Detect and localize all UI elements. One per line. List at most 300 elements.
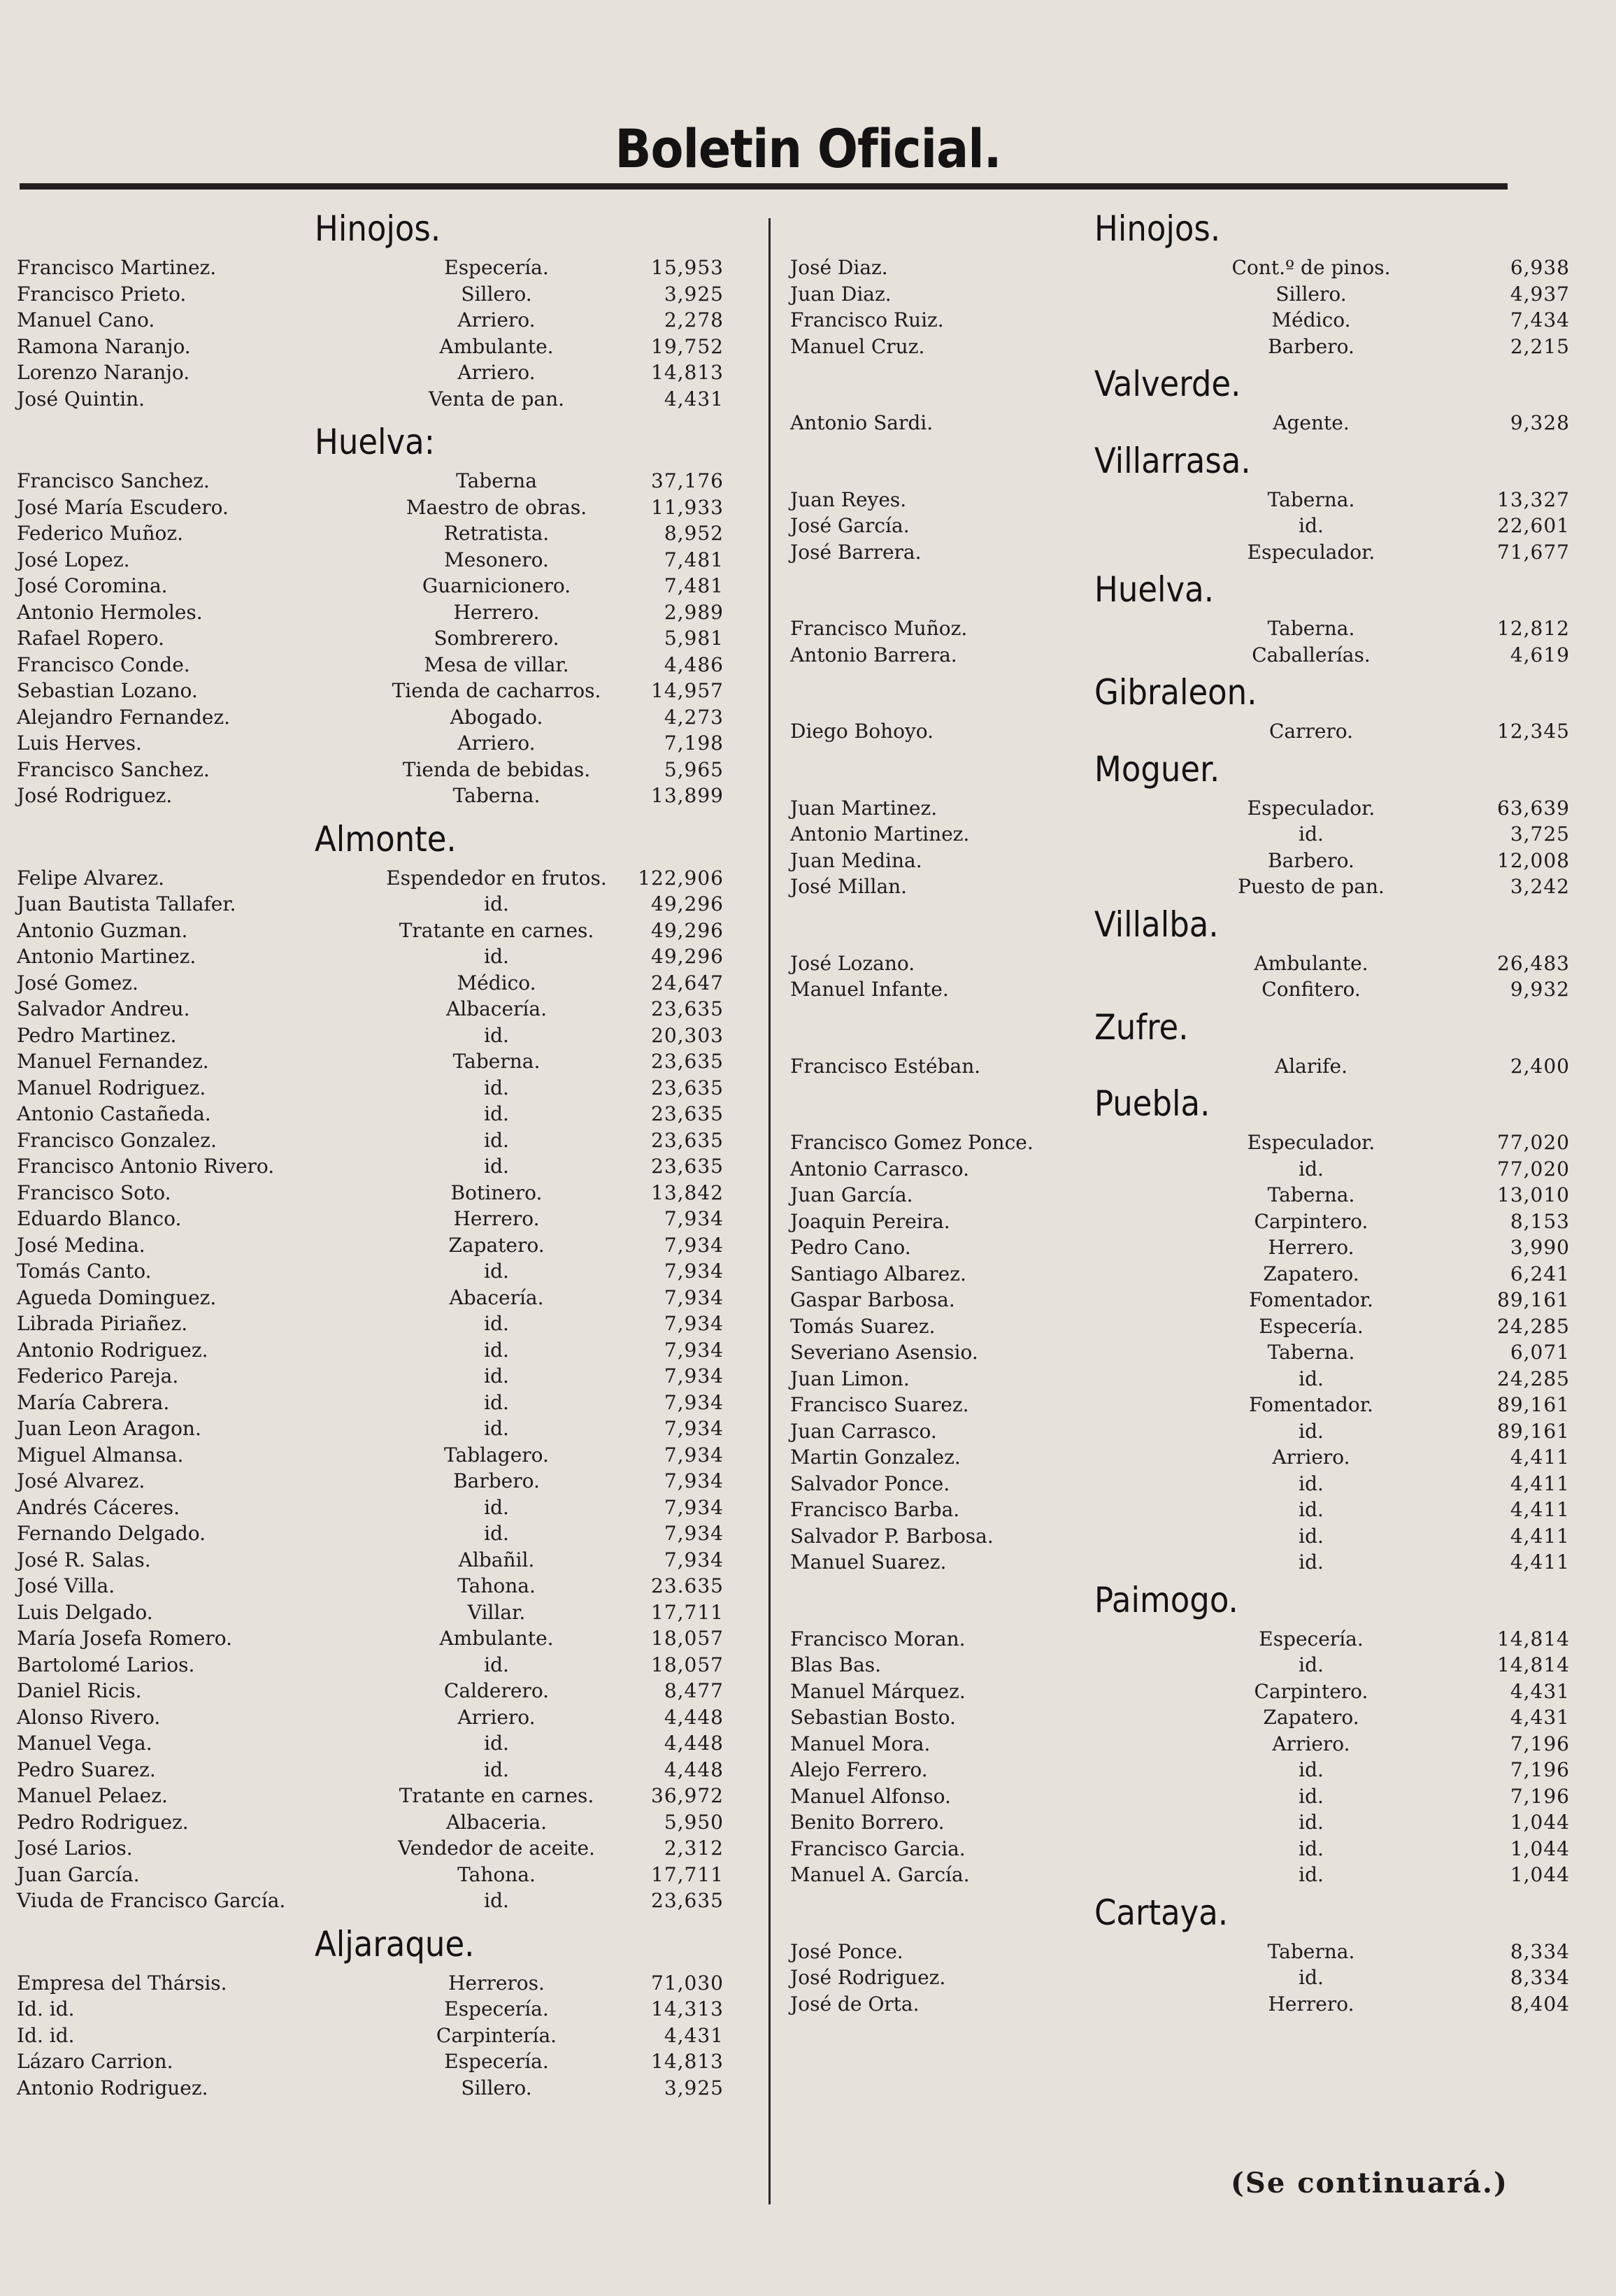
quota-amount: 4,448 xyxy=(664,1732,724,1755)
taxpayer-name: José Coromina. xyxy=(17,574,168,597)
taxpayer-name: Diego Bohoyo. xyxy=(790,720,934,743)
taxpayer-name: Antonio Hermoles. xyxy=(17,600,203,624)
taxpayer-row xyxy=(773,1965,1570,1991)
taxpayer-name: Francisco Garcia. xyxy=(790,1837,966,1860)
taxpayer-name: Eduardo Blanco. xyxy=(17,1207,182,1230)
taxpayer-row xyxy=(0,1390,766,1416)
quota-amount: 24,285 xyxy=(1497,1314,1570,1338)
taxpayer-name: Juan Limon. xyxy=(790,1367,910,1390)
taxpayer-name: José María Escudero. xyxy=(17,495,229,519)
taxpayer-row xyxy=(0,2023,766,2049)
taxpayer-name: Id. id. xyxy=(17,2023,75,2047)
trade-label: id. xyxy=(1299,1498,1324,1521)
taxpayer-row xyxy=(0,1101,766,1127)
town-section xyxy=(773,1887,1570,2018)
trade-label: Taberna. xyxy=(1267,1341,1355,1364)
town-heading: Zufre. xyxy=(1094,1006,1189,1048)
taxpayer-row xyxy=(0,1442,766,1469)
taxpayer-row xyxy=(773,1471,1570,1497)
taxpayer-row xyxy=(773,1392,1570,1418)
taxpayer-name: Antonio Guzman. xyxy=(17,918,188,942)
quota-amount: 4,411 xyxy=(1510,1524,1570,1548)
left-column xyxy=(0,203,766,2101)
quota-amount: 4,411 xyxy=(1510,1471,1570,1495)
quota-amount: 4,431 xyxy=(1510,1679,1570,1703)
taxpayer-row xyxy=(0,1730,766,1757)
taxpayer-row xyxy=(773,1836,1570,1862)
taxpayer-row xyxy=(773,1208,1570,1235)
quota-amount: 13,899 xyxy=(651,784,724,807)
taxpayer-name: Juan Carrasco. xyxy=(790,1419,937,1443)
trade-label: Taberna. xyxy=(452,1050,541,1073)
trade-label: Tratante en carnes. xyxy=(399,1784,594,1807)
quota-amount: 23,635 xyxy=(651,1128,724,1152)
taxpayer-name: Sebastian Lozano. xyxy=(17,679,198,702)
quota-amount: 22,601 xyxy=(1497,514,1570,537)
trade-label: Confitero. xyxy=(1261,978,1361,1001)
quota-amount: 14,813 xyxy=(651,361,724,384)
archive-watermark xyxy=(1371,2224,1538,2287)
taxpayer-name: Joaquin Pereira. xyxy=(790,1209,950,1233)
taxpayer-row xyxy=(0,1862,766,1888)
quota-amount: 13,327 xyxy=(1497,487,1570,511)
trade-label: Especulador. xyxy=(1247,796,1375,820)
taxpayer-name: Bartolomé Larios. xyxy=(17,1653,195,1676)
quota-amount: 17,711 xyxy=(651,1600,724,1624)
taxpayer-name: Alejandro Fernandez. xyxy=(17,705,230,729)
town-heading: Almonte. xyxy=(315,818,457,860)
right-column xyxy=(773,203,1570,2017)
taxpayer-name: Manuel Infante. xyxy=(790,978,949,1001)
quota-amount: 7,934 xyxy=(664,1207,724,1230)
taxpayer-row xyxy=(0,1652,766,1678)
taxpayer-name: Juan Bautista Tallafer. xyxy=(17,892,236,915)
quota-amount: 1,044 xyxy=(1510,1863,1570,1886)
taxpayer-row xyxy=(773,976,1570,1003)
taxpayer-row xyxy=(0,730,766,757)
taxpayer-row xyxy=(0,1180,766,1206)
taxpayer-row xyxy=(0,1363,766,1390)
trade-label: Barbero. xyxy=(453,1469,540,1492)
trade-label: Herreros. xyxy=(448,1971,545,1995)
taxpayer-row xyxy=(773,1444,1570,1471)
quota-amount: 3,242 xyxy=(1510,875,1570,898)
quota-amount: 7,934 xyxy=(664,1495,724,1519)
trade-label: Tahona. xyxy=(457,1574,536,1597)
taxpayer-row xyxy=(773,1366,1570,1392)
trade-label: id. xyxy=(1299,514,1324,537)
quota-amount: 13,010 xyxy=(1497,1183,1570,1206)
quota-amount: 23,635 xyxy=(651,1155,724,1178)
trade-label: id. xyxy=(1299,1550,1324,1574)
quota-amount: 14,313 xyxy=(651,1997,724,2020)
taxpayer-name: Viuda de Francisco García. xyxy=(17,1889,286,1912)
taxpayer-row xyxy=(0,547,766,573)
trade-label: id. xyxy=(1299,1863,1324,1886)
taxpayer-row xyxy=(0,1599,766,1626)
town-heading: Aljaraque. xyxy=(315,1923,475,1965)
trade-label: id. xyxy=(484,945,509,968)
trade-label: Albaceria. xyxy=(446,1810,547,1834)
taxpayer-name: Sebastian Bosto. xyxy=(790,1706,956,1729)
trade-label: Alarife. xyxy=(1274,1054,1348,1078)
quota-amount: 3,925 xyxy=(664,2076,724,2099)
taxpayer-row xyxy=(0,599,766,626)
taxpayer-row xyxy=(0,1075,766,1101)
taxpayer-row xyxy=(0,757,766,783)
quota-amount: 8,153 xyxy=(1510,1209,1570,1233)
town-section xyxy=(773,358,1570,436)
quota-amount: 8,334 xyxy=(1510,1966,1570,1989)
taxpayer-name: Antonio Sardi. xyxy=(790,411,934,434)
quota-amount: 2,400 xyxy=(1510,1054,1570,1078)
taxpayer-name: Tomás Suarez. xyxy=(790,1314,936,1338)
quota-amount: 7,434 xyxy=(1510,308,1570,331)
taxpayer-name: Francisco Prieto. xyxy=(17,282,187,306)
quota-amount: 8,404 xyxy=(1510,1992,1570,2016)
taxpayer-row xyxy=(0,678,766,704)
taxpayer-row xyxy=(0,1285,766,1311)
quota-amount: 4,619 xyxy=(1510,643,1570,666)
quota-amount: 3,925 xyxy=(664,282,724,306)
town-section xyxy=(773,564,1570,668)
taxpayer-name: Federico Muñoz. xyxy=(17,522,183,545)
trade-label: Especería. xyxy=(1259,1627,1364,1650)
taxpayer-name: Juan Martinez. xyxy=(790,796,938,820)
trade-label: Tahona. xyxy=(457,1862,536,1886)
taxpayer-name: Lázaro Carrion. xyxy=(17,2050,173,2073)
taxpayer-name: Martin Gonzalez. xyxy=(790,1446,961,1469)
trade-label: Herrero. xyxy=(1268,1992,1354,2016)
taxpayer-row xyxy=(0,494,766,521)
trade-label: id. xyxy=(484,1732,509,1755)
trade-label: Zapatero. xyxy=(1263,1706,1359,1729)
trade-label: Venta de pan. xyxy=(428,387,565,411)
quota-amount: 7,198 xyxy=(664,732,724,755)
taxpayer-name: Librada Piriañez. xyxy=(17,1312,188,1335)
taxpayer-name: Juan Leon Aragon. xyxy=(17,1417,201,1440)
taxpayer-name: Pedro Cano. xyxy=(790,1236,911,1259)
taxpayer-name: Gaspar Barbosa. xyxy=(790,1288,955,1311)
town-heading: Huelva: xyxy=(315,422,435,462)
taxpayer-row xyxy=(773,642,1570,669)
taxpayer-row xyxy=(773,1549,1570,1576)
trade-label: Tienda de bebidas. xyxy=(402,757,591,781)
taxpayer-row xyxy=(0,1337,766,1364)
column-divider xyxy=(768,218,771,2204)
taxpayer-row xyxy=(0,865,766,892)
trade-label: id. xyxy=(1299,1653,1324,1676)
taxpayer-row xyxy=(773,1182,1570,1208)
trade-label: id. xyxy=(484,1260,509,1283)
taxpayer-row xyxy=(773,1991,1570,2018)
taxpayer-name: Francisco Muñoz. xyxy=(790,617,968,640)
taxpayer-name: Manuel Rodriguez. xyxy=(17,1076,206,1099)
taxpayer-row xyxy=(0,625,766,652)
taxpayer-name: José Ponce. xyxy=(790,1939,903,1963)
taxpayer-row xyxy=(0,1206,766,1232)
taxpayer-row xyxy=(773,1497,1570,1523)
quota-amount: 14,814 xyxy=(1497,1653,1570,1676)
town-section xyxy=(0,813,766,1914)
trade-label: Arriero. xyxy=(457,361,536,384)
trade-label: id. xyxy=(484,1155,509,1178)
quota-amount: 9,932 xyxy=(1510,978,1570,1001)
taxpayer-row xyxy=(773,848,1570,874)
taxpayer-name: José Diaz. xyxy=(790,256,888,279)
trade-label: Ambulante. xyxy=(439,334,554,358)
trade-label: Sillero. xyxy=(1275,282,1347,306)
taxpayer-row xyxy=(0,1468,766,1495)
quota-amount: 26,483 xyxy=(1497,951,1570,975)
taxpayer-row xyxy=(773,1757,1570,1783)
trade-label: id. xyxy=(484,1023,509,1047)
taxpayer-name: Manuel Fernandez. xyxy=(17,1050,209,1073)
quota-amount: 89,161 xyxy=(1497,1393,1570,1416)
quota-amount: 15,953 xyxy=(651,256,724,279)
taxpayer-row xyxy=(773,1626,1570,1653)
taxpayer-name: Antonio Martinez. xyxy=(790,822,970,846)
quota-amount: 14,813 xyxy=(651,2050,724,2073)
taxpayer-name: Pedro Rodriguez. xyxy=(17,1810,189,1834)
taxpayer-name: Pedro Suarez. xyxy=(17,1757,156,1781)
quota-amount: 9,328 xyxy=(1510,411,1570,434)
taxpayer-row xyxy=(0,1232,766,1259)
trade-label: Cont.º de pinos. xyxy=(1231,256,1391,279)
trade-label: Carrero. xyxy=(1268,720,1354,743)
taxpayer-name: Francisco Barba. xyxy=(790,1498,960,1521)
taxpayer-row xyxy=(0,334,766,360)
taxpayer-row xyxy=(0,468,766,494)
trade-label: Agente. xyxy=(1273,411,1350,434)
trade-label: Especulador. xyxy=(1247,540,1375,564)
taxpayer-row xyxy=(0,1520,766,1547)
quota-amount: 18,057 xyxy=(651,1627,724,1650)
trade-label: Ambulante. xyxy=(439,1627,554,1650)
trade-label: Fomentador. xyxy=(1249,1393,1373,1416)
quota-amount: 23,635 xyxy=(651,1050,724,1073)
quota-amount: 20,303 xyxy=(651,1023,724,1047)
quota-amount: 14,957 xyxy=(651,679,724,702)
trade-label: Especería. xyxy=(1259,1314,1364,1338)
taxpayer-name: María Josefa Romero. xyxy=(17,1627,232,1650)
quota-amount: 49,296 xyxy=(651,918,724,942)
trade-label: id. xyxy=(1299,1811,1324,1834)
taxpayer-name: José Larios. xyxy=(17,1837,133,1860)
trade-label: Médico. xyxy=(457,971,536,994)
trade-label: id. xyxy=(484,1076,509,1099)
taxpayer-name: Fernando Delgado. xyxy=(17,1522,206,1545)
taxpayer-row xyxy=(773,615,1570,642)
town-heading: Villarrasa. xyxy=(1094,440,1251,481)
taxpayer-name: Rafael Ropero. xyxy=(17,627,164,650)
trade-label: Calderero. xyxy=(443,1679,550,1702)
taxpayer-name: Francisco Soto. xyxy=(17,1181,171,1204)
taxpayer-name: Antonio Rodriguez. xyxy=(17,2076,208,2099)
quota-amount: 1,044 xyxy=(1510,1811,1570,1834)
taxpayer-row xyxy=(773,255,1570,281)
taxpayer-name: Miguel Almansa. xyxy=(17,1443,184,1467)
trade-label: id. xyxy=(1299,1471,1324,1495)
trade-label: id. xyxy=(484,1128,509,1152)
taxpayer-name: José Alvarez. xyxy=(17,1469,145,1492)
town-section xyxy=(773,435,1570,566)
quota-amount: 23,635 xyxy=(651,1076,724,1099)
taxpayer-name: Manuel Suarez. xyxy=(790,1550,947,1574)
trade-label: Botinero. xyxy=(450,1181,543,1204)
taxpayer-row xyxy=(773,1731,1570,1757)
trade-label: Barbero. xyxy=(1268,334,1354,358)
taxpayer-name: Alonso Rivero. xyxy=(17,1705,161,1729)
town-heading: Villalba. xyxy=(1094,904,1219,945)
trade-label: Retratista. xyxy=(443,522,550,545)
trade-label: Arriero. xyxy=(1272,1446,1350,1469)
taxpayer-name: Manuel Vega. xyxy=(17,1732,152,1755)
taxpayer-row xyxy=(773,334,1570,360)
quota-amount: 77,020 xyxy=(1497,1157,1570,1181)
taxpayer-row xyxy=(773,1234,1570,1261)
trade-label: id. xyxy=(484,1653,509,1676)
town-section xyxy=(773,666,1570,745)
taxpayer-name: Pedro Martinez. xyxy=(17,1023,177,1047)
town-heading: Hinojos. xyxy=(315,208,441,249)
taxpayer-row xyxy=(773,1053,1570,1080)
taxpayer-row xyxy=(773,874,1570,900)
quota-amount: 89,161 xyxy=(1497,1288,1570,1311)
trade-label: Taberna. xyxy=(1267,487,1355,511)
taxpayer-row xyxy=(773,1339,1570,1366)
taxpayer-row xyxy=(0,943,766,970)
quota-amount: 89,161 xyxy=(1497,1419,1570,1443)
taxpayer-name: Ramona Naranjo. xyxy=(17,334,191,358)
taxpayer-row xyxy=(0,573,766,599)
quota-amount: 2,989 xyxy=(664,600,724,624)
trade-label: Puesto de pan. xyxy=(1238,875,1385,898)
town-heading: Huelva. xyxy=(1094,569,1214,610)
town-heading: Valverde. xyxy=(1094,364,1241,404)
town-section xyxy=(0,1918,766,2102)
taxpayer-name: Manuel Mora. xyxy=(790,1732,931,1755)
quota-amount: 23,635 xyxy=(651,1102,724,1125)
quota-amount: 71,030 xyxy=(651,1971,724,1995)
taxpayer-row xyxy=(0,1783,766,1809)
quota-amount: 4,273 xyxy=(664,705,724,729)
taxpayer-name: Antonio Barrera. xyxy=(790,643,957,666)
taxpayer-name: Juan Diaz. xyxy=(790,282,892,306)
taxpayer-name: Francisco Martinez. xyxy=(17,256,217,279)
taxpayer-name: Francisco Conde. xyxy=(17,653,190,676)
trade-label: Villar. xyxy=(467,1600,526,1624)
taxpayer-name: Lorenzo Naranjo. xyxy=(17,361,190,384)
taxpayer-name: Santiago Albarez. xyxy=(790,1262,966,1285)
taxpayer-row xyxy=(0,255,766,281)
town-section xyxy=(773,1001,1570,1080)
taxpayer-name: José Millan. xyxy=(790,875,908,898)
taxpayer-name: Salvador Ponce. xyxy=(790,1471,950,1495)
quota-amount: 7,934 xyxy=(664,1338,724,1362)
taxpayer-row xyxy=(773,1862,1570,1888)
taxpayer-name: Francisco Gonzalez. xyxy=(17,1128,217,1152)
quota-amount: 19,752 xyxy=(651,334,724,358)
taxpayer-row xyxy=(0,996,766,1022)
taxpayer-name: Francisco Gomez Ponce. xyxy=(790,1131,1034,1154)
taxpayer-name: José Rodriguez. xyxy=(17,784,173,807)
taxpayer-name: Antonio Rodriguez. xyxy=(17,1338,208,1362)
trade-label: Zapatero. xyxy=(1263,1262,1359,1285)
quota-amount: 5,965 xyxy=(664,757,724,781)
taxpayer-row xyxy=(0,1970,766,1997)
quota-amount: 18,057 xyxy=(651,1653,724,1676)
trade-label: Carpintero. xyxy=(1254,1209,1368,1233)
taxpayer-name: Francisco Ruiz. xyxy=(790,308,944,331)
taxpayer-row xyxy=(0,704,766,731)
trade-label: Carpintería. xyxy=(436,2023,557,2047)
trade-label: id. xyxy=(484,1364,509,1388)
taxpayer-name: Francisco Moran. xyxy=(790,1627,966,1650)
quota-amount: 4,486 xyxy=(664,653,724,676)
quota-amount: 77,020 xyxy=(1497,1131,1570,1154)
taxpayer-name: Id. id. xyxy=(17,1997,75,2020)
taxpayer-row xyxy=(0,1704,766,1731)
trade-label: Abacería. xyxy=(449,1285,544,1309)
quota-amount: 5,950 xyxy=(664,1810,724,1834)
quota-amount: 13,842 xyxy=(651,1181,724,1204)
taxpayer-row xyxy=(0,1495,766,1521)
taxpayer-name: José Barrera. xyxy=(790,540,922,564)
trade-label: Caballerías. xyxy=(1252,643,1371,666)
trade-label: id. xyxy=(484,892,509,915)
taxpayer-row xyxy=(0,1809,766,1836)
taxpayer-name: José Rodriguez. xyxy=(790,1966,946,1989)
taxpayer-name: Francisco Sanchez. xyxy=(17,469,210,492)
town-heading: Hinojos. xyxy=(1094,208,1221,249)
town-section xyxy=(773,203,1570,359)
trade-label: Herrero. xyxy=(453,1207,540,1230)
trade-label: Fomentador. xyxy=(1249,1288,1373,1311)
trade-label: Especería. xyxy=(444,2050,549,2073)
quota-amount: 12,812 xyxy=(1497,617,1570,640)
taxpayer-row xyxy=(0,1258,766,1285)
taxpayer-row xyxy=(773,1313,1570,1340)
quota-amount: 4,448 xyxy=(664,1757,724,1781)
trade-label: Tablagero. xyxy=(444,1443,549,1467)
quota-amount: 12,345 xyxy=(1497,720,1570,743)
quota-amount: 36,972 xyxy=(651,1784,724,1807)
taxpayer-row xyxy=(0,1048,766,1075)
taxpayer-name: Alejo Ferrero. xyxy=(790,1758,928,1781)
trade-label: id. xyxy=(484,1522,509,1545)
trade-label: Vendedor de aceite. xyxy=(398,1837,595,1860)
taxpayer-row xyxy=(0,652,766,678)
taxpayer-row xyxy=(0,1757,766,1783)
trade-label: id. xyxy=(1299,1367,1324,1390)
town-heading: Cartaya. xyxy=(1094,1892,1229,1933)
taxpayer-name: Manuel A. García. xyxy=(790,1863,970,1886)
taxpayer-name: José Quintin. xyxy=(17,387,145,411)
taxpayer-name: José de Orta. xyxy=(790,1992,920,2016)
taxpayer-name: Juan García. xyxy=(17,1862,140,1886)
taxpayer-name: Andrés Cáceres. xyxy=(17,1495,180,1519)
town-section xyxy=(773,1574,1570,1888)
town-heading: Puebla. xyxy=(1094,1083,1210,1124)
quota-amount: 6,241 xyxy=(1510,1262,1570,1285)
taxpayer-name: José Gomez. xyxy=(17,971,138,994)
taxpayer-name: Daniel Ricis. xyxy=(17,1679,142,1702)
taxpayer-row xyxy=(773,410,1570,436)
taxpayer-name: Manuel Cruz. xyxy=(790,334,925,358)
taxpayer-row xyxy=(0,1996,766,2023)
quota-amount: 7,481 xyxy=(664,548,724,571)
